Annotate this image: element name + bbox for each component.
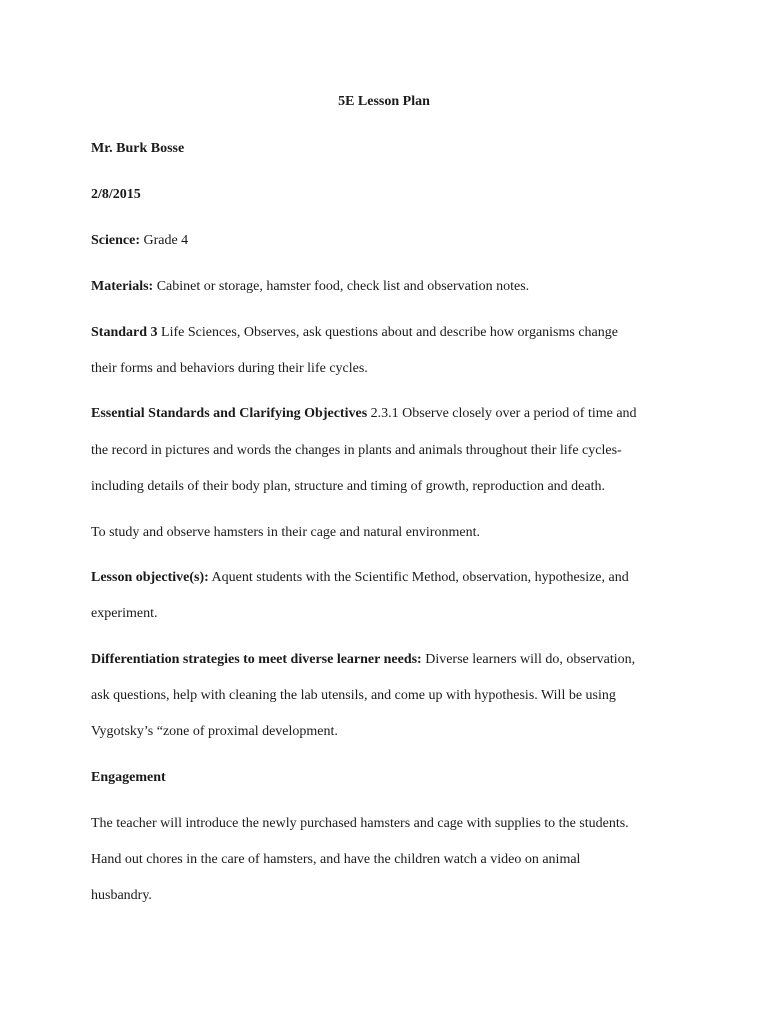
standard-line-2: their forms and behaviors during their life cycles.: [91, 361, 368, 376]
science-label: Science:: [91, 233, 140, 248]
objectives-line-2: experiment.: [91, 606, 158, 621]
standard-text-1: Life Sciences, Observes, ask questions about and describe how organisms change: [157, 325, 618, 340]
objectives-text-1: Aquent students with the Scientific Method, observation, hypothesize, and: [208, 570, 629, 585]
essential-line-2: the record in pictures and words the changes in plants and animals throughout their life cycles-: [91, 443, 622, 458]
essential-line-1: [91, 405, 637, 423]
differentiation-text-1: Diverse learners will do, observation,: [421, 652, 636, 667]
engagement-line-2: Hand out chores in the care of hamsters, and have the children watch a video on animal: [91, 852, 581, 867]
essential-label: Essential Standards and Clarifying Objectives: [91, 406, 368, 421]
science-line: [91, 232, 188, 250]
materials-line: [91, 278, 529, 296]
essential-text-1: 2.3.1 Observe closely over a period of time and: [367, 406, 637, 421]
objectives-line-1: [91, 569, 629, 587]
materials-label: Materials:: [91, 279, 154, 294]
science-text: Grade 4: [139, 233, 189, 248]
differentiation-line-3: Vygotsky’s “zone of proximal development.: [91, 724, 338, 739]
differentiation-label: Differentiation strategies to meet diverse learner needs:: [91, 652, 422, 667]
standard-label: Standard 3: [91, 325, 158, 340]
date-line: [91, 186, 141, 204]
author-name: Mr. Burk Bosse: [91, 141, 185, 156]
differentiation-line-1: [91, 651, 635, 669]
essential-line-3: including details of their body plan, structure and timing of growth, reproduction and death.: [91, 479, 605, 494]
engagement-heading-text: Engagement: [91, 770, 166, 785]
date-value: 2/8/2015: [91, 187, 141, 202]
engagement-line-1: The teacher will introduce the newly purchased hamsters and cage with supplies to the students.: [91, 816, 629, 831]
engagement-line-3: husbandry.: [91, 888, 152, 903]
page-title: 5E Lesson Plan: [338, 94, 430, 109]
standard-line-1: [91, 324, 618, 342]
study-line: To study and observe hamsters in their cage and natural environment.: [91, 525, 480, 540]
materials-text: Cabinet or storage, hamster food, check list and observation notes.: [153, 279, 530, 294]
author-line: [91, 140, 184, 158]
objectives-label: Lesson objective(s):: [91, 570, 209, 585]
differentiation-line-2: ask questions, help with cleaning the lab utensils, and come up with hypothesis. Will be using: [91, 688, 616, 703]
engagement-heading: [91, 769, 166, 787]
